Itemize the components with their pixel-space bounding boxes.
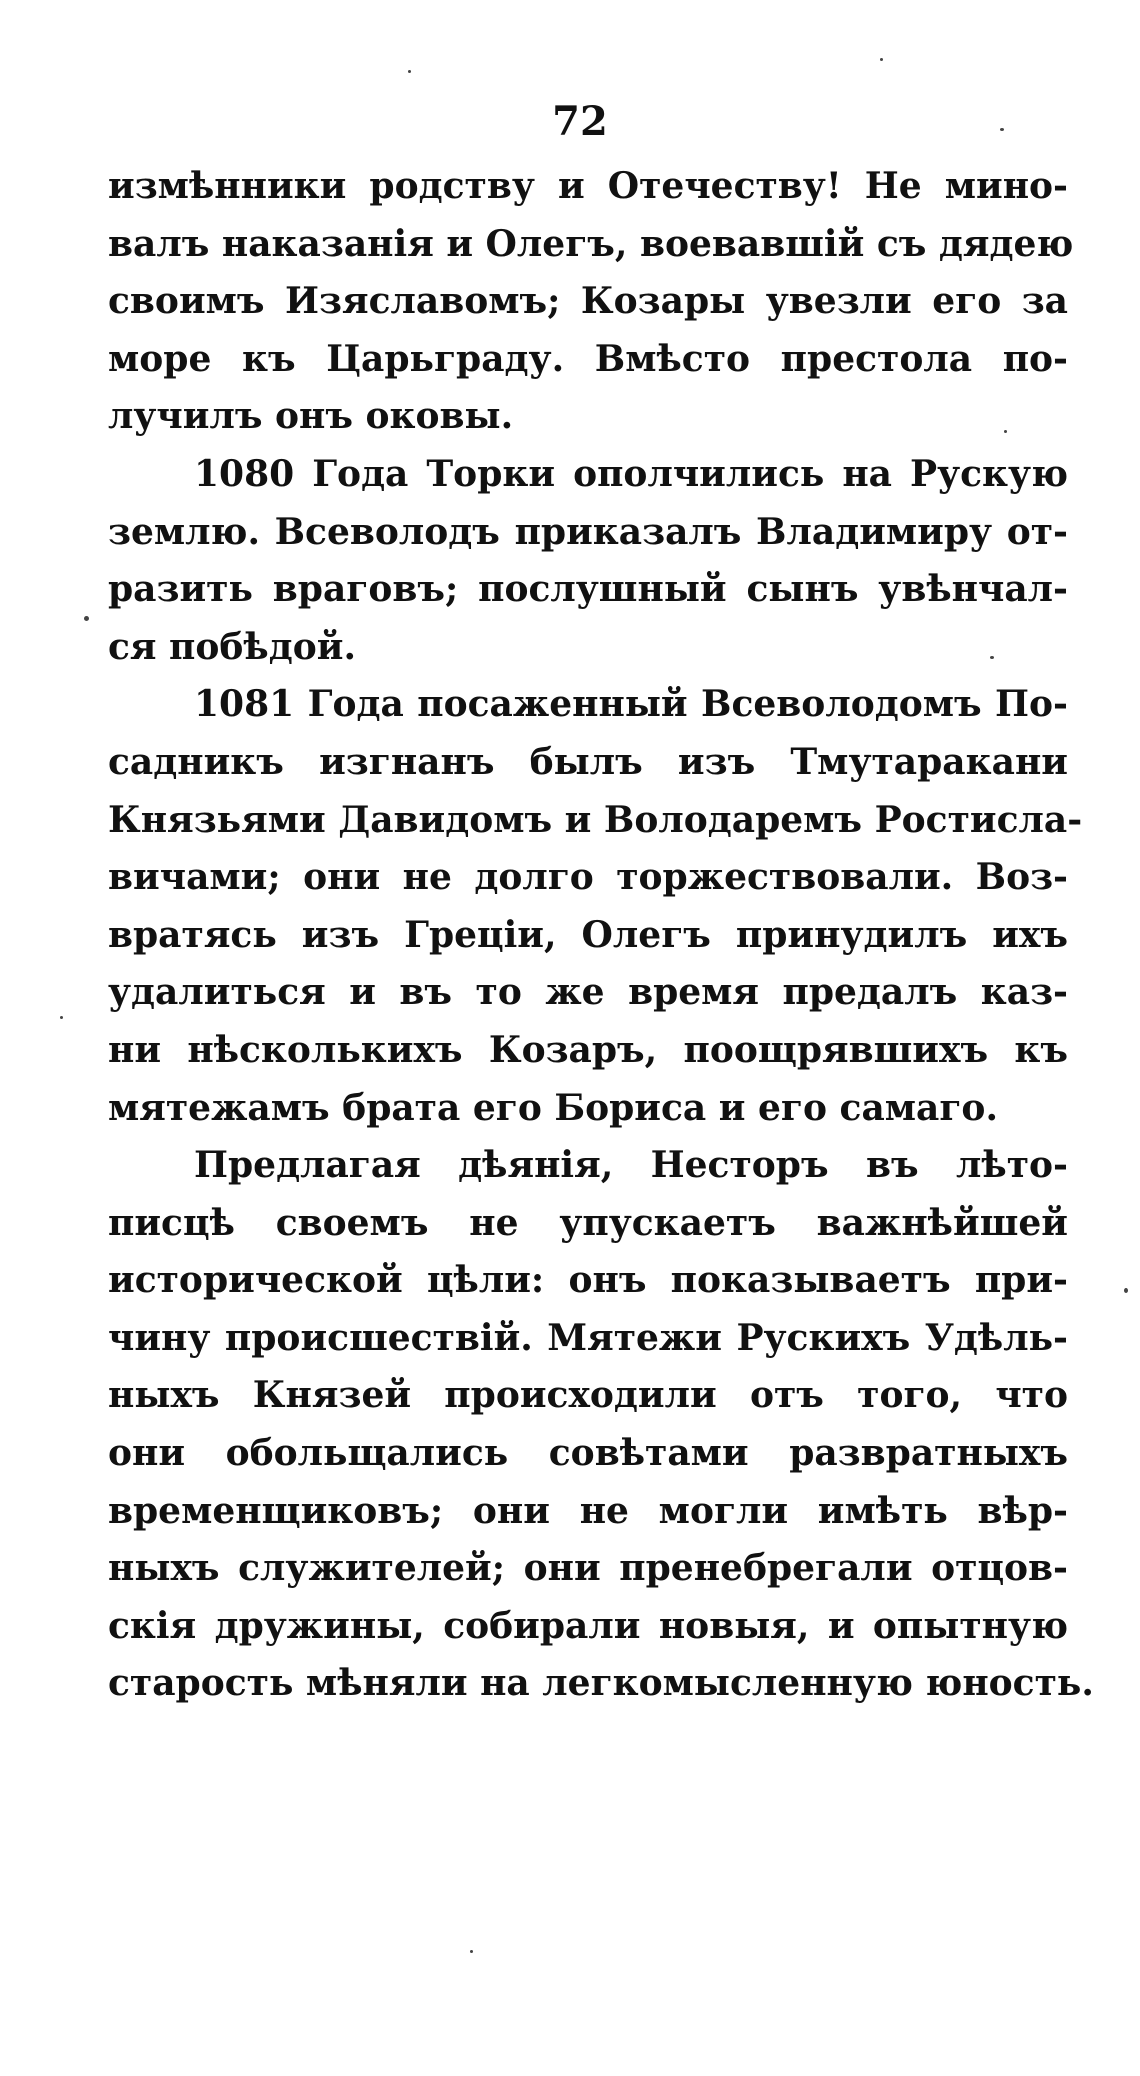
text-line: чину происшествій. Мятежи Рускихъ Удѣль-	[108, 1316, 1068, 1359]
text-line: вичами; они не долго торжествовали. Воз-	[108, 856, 1068, 899]
page-number: 72	[552, 98, 608, 145]
text-line: скія дружины, собирали новыя, и опытную	[108, 1604, 1068, 1647]
text-line: садникъ изгнанъ былъ изъ Тмутаракани	[108, 740, 1068, 783]
text-line: море къ Царьграду. Вмѣсто престола по-	[108, 337, 1068, 380]
scan-speck	[880, 58, 883, 61]
text-line: писцѣ своемъ не упускаетъ важнѣйшей	[108, 1201, 1068, 1244]
text-line: 1081 Года посаженный Всеволодомъ По-	[194, 683, 1068, 726]
text-line: ныхъ служителей; они пренебрегали отцов-	[108, 1547, 1068, 1590]
scan-speck	[1124, 1288, 1128, 1293]
text-line: ни нѣсколькихъ Козаръ, поощрявшихъ къ	[108, 1028, 1068, 1071]
scan-speck	[84, 616, 89, 621]
scan-speck	[60, 1016, 63, 1019]
text-line: удалиться и въ то же время предалъ каз-	[108, 971, 1068, 1014]
text-line: Предлагая дѣянія, Несторъ въ лѣто-	[194, 1144, 1068, 1187]
text-line: Князьями Давидомъ и Володаремъ Ростисла-	[108, 798, 1083, 841]
scan-speck	[990, 656, 994, 659]
text-line: они обольщались совѣтами развратныхъ	[108, 1432, 1068, 1475]
text-line: валъ наказанія и Олегъ, воевавшій съ дядею	[108, 222, 1074, 265]
scan-speck	[470, 1950, 473, 1953]
text-line: лучилъ онъ оковы.	[108, 395, 514, 438]
text-line: разить враговъ; послушный сынъ увѣнчал-	[108, 568, 1068, 611]
text-line: мятежамъ брата его Бориса и его самаго.	[108, 1086, 998, 1129]
text-line: временщиковъ; они не могли имѣть вѣр-	[108, 1489, 1068, 1532]
scan-speck	[1004, 430, 1007, 433]
text-line: своимъ Изяславомъ; Козары увезли его за	[108, 280, 1068, 323]
text-line: вратясь изъ Греціи, Олегъ принудилъ ихъ	[108, 913, 1068, 956]
text-line: землю. Всеволодъ приказалъ Владимиру от-	[108, 510, 1068, 553]
scan-speck	[408, 70, 411, 73]
text-line: ныхъ Князей происходили отъ того, что	[108, 1374, 1068, 1417]
text-line: старость мѣняли на легкомысленную юность.	[108, 1662, 1094, 1705]
body-text	[108, 158, 1094, 1713]
text-line: ся побѣдой.	[108, 625, 356, 668]
text-line: измѣнники родству и Отечеству! Не мино-	[108, 165, 1068, 207]
scan-speck	[1000, 128, 1004, 131]
text-line: 1080 Года Торки ополчились на Рускую	[194, 452, 1068, 495]
text-line: исторической цѣли: онъ показываетъ при-	[108, 1259, 1068, 1302]
